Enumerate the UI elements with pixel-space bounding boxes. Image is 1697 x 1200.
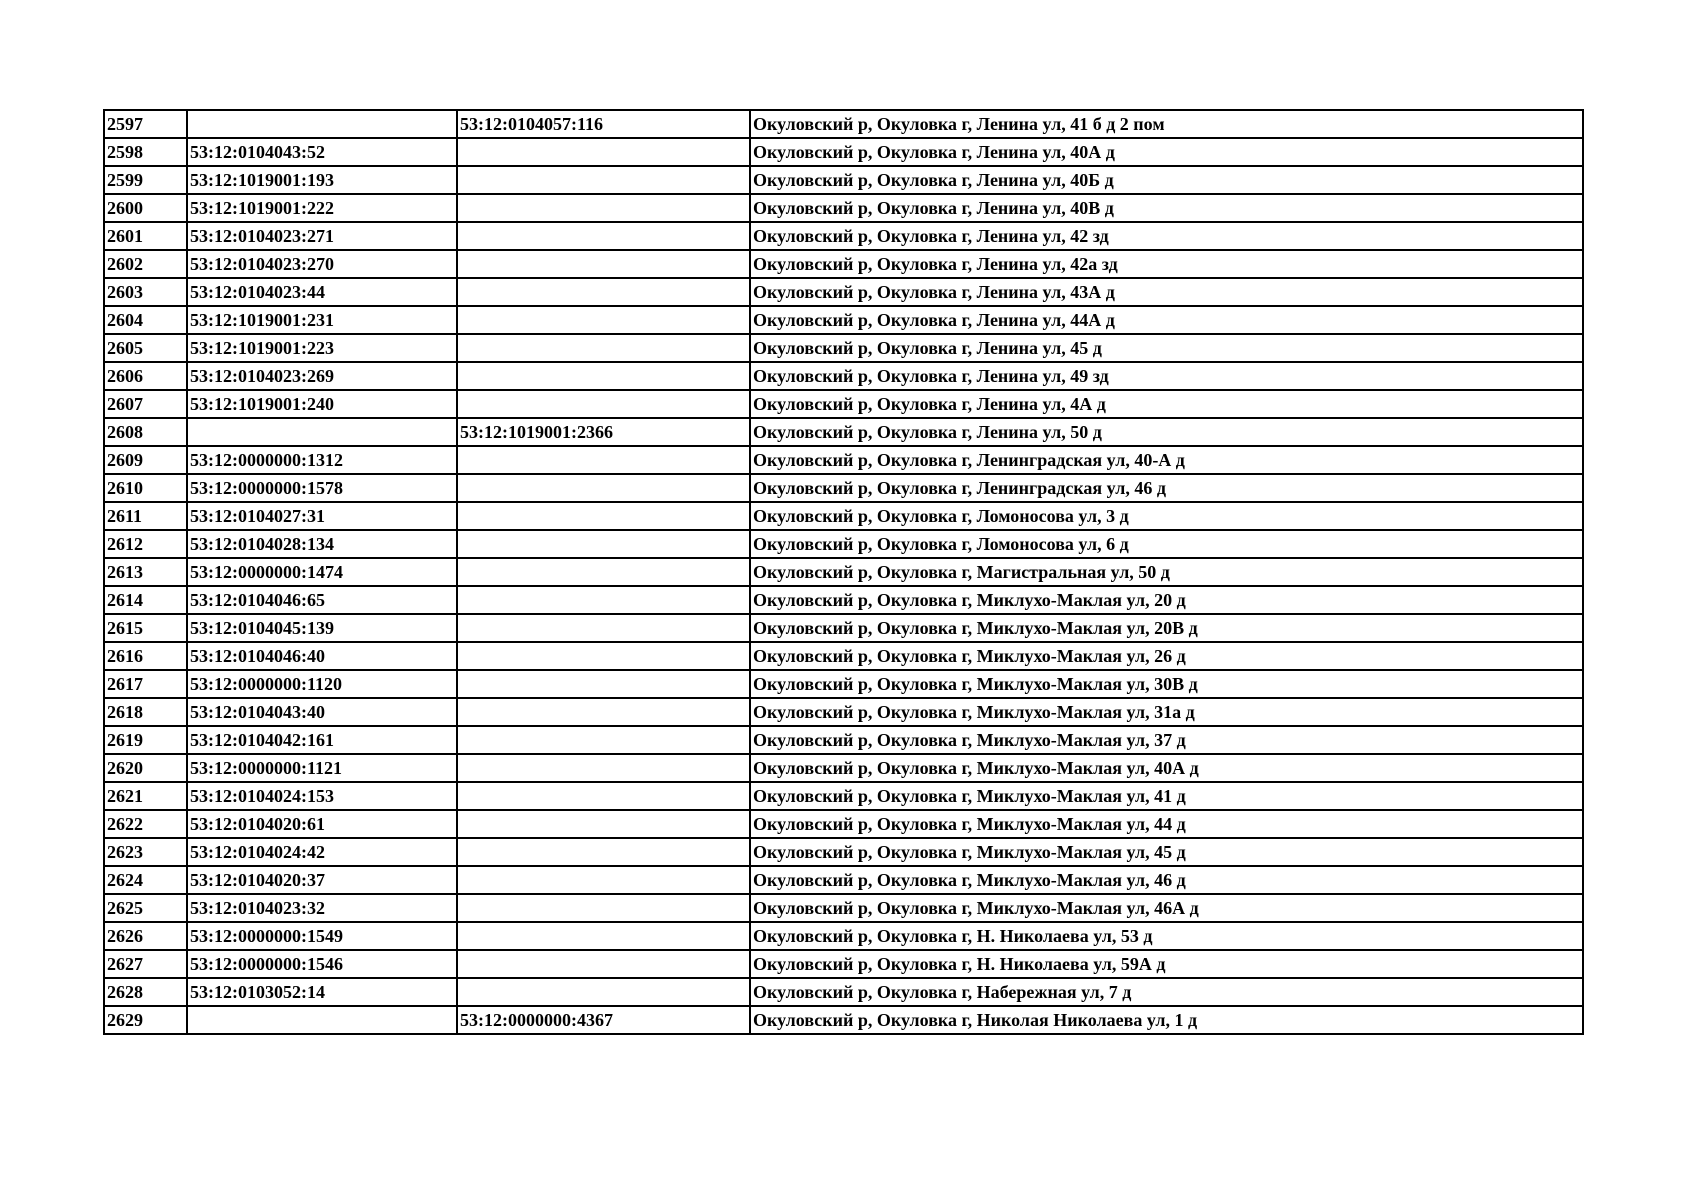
table-row	[104, 810, 1583, 838]
row-number-cell: 2607	[104, 390, 187, 418]
table-row	[104, 558, 1583, 586]
land-cadastral-number-cell: 53:12:0104027:31	[187, 502, 457, 530]
row-number-cell: 2628	[104, 978, 187, 1006]
table-row	[104, 418, 1583, 446]
row-number-cell: 2626	[104, 922, 187, 950]
land-cadastral-number-cell: 53:12:0000000:1120	[187, 670, 457, 698]
row-number-cell: 2619	[104, 726, 187, 754]
land-cadastral-number-cell: 53:12:0104028:134	[187, 530, 457, 558]
table-row	[104, 110, 1583, 138]
land-cadastral-number-cell: 53:12:0104024:42	[187, 838, 457, 866]
land-cadastral-number-cell: 53:12:0104020:37	[187, 866, 457, 894]
table-row	[104, 670, 1583, 698]
table-row	[104, 250, 1583, 278]
row-number-cell: 2609	[104, 446, 187, 474]
table-row	[104, 894, 1583, 922]
land-cadastral-number-cell	[187, 110, 457, 138]
building-cadastral-number-cell	[457, 474, 750, 502]
land-cadastral-number-cell: 53:12:1019001:240	[187, 390, 457, 418]
land-cadastral-number-cell: 53:12:0000000:1121	[187, 754, 457, 782]
row-number-cell: 2615	[104, 614, 187, 642]
address-cell: Окуловский р, Окуловка г, Миклухо-Маклая ул, 20В д	[750, 614, 1583, 642]
address-cell: Окуловский р, Окуловка г, Миклухо-Маклая ул, 31а д	[750, 698, 1583, 726]
address-cell: Окуловский р, Окуловка г, Николая Николаева ул, 1 д	[750, 1006, 1583, 1034]
table-body	[104, 110, 1583, 1034]
row-number-cell: 2598	[104, 138, 187, 166]
row-number-cell: 2629	[104, 1006, 187, 1034]
building-cadastral-number-cell	[457, 250, 750, 278]
address-cell: Окуловский р, Окуловка г, Ленина ул, 42а зд	[750, 250, 1583, 278]
address-cell: Окуловский р, Окуловка г, Миклухо-Маклая ул, 44 д	[750, 810, 1583, 838]
land-cadastral-number-cell: 53:12:0104043:40	[187, 698, 457, 726]
row-number-cell: 2621	[104, 782, 187, 810]
address-cell: Окуловский р, Окуловка г, Миклухо-Маклая ул, 26 д	[750, 642, 1583, 670]
building-cadastral-number-cell	[457, 922, 750, 950]
row-number-cell: 2618	[104, 698, 187, 726]
row-number-cell: 2616	[104, 642, 187, 670]
address-cell: Окуловский р, Окуловка г, Ленина ул, 40Б д	[750, 166, 1583, 194]
land-cadastral-number-cell	[187, 418, 457, 446]
building-cadastral-number-cell	[457, 754, 750, 782]
address-cell: Окуловский р, Окуловка г, Ленина ул, 41 б д 2 пом	[750, 110, 1583, 138]
address-cell: Окуловский р, Окуловка г, Ленина ул, 40А д	[750, 138, 1583, 166]
address-cell: Окуловский р, Окуловка г, Миклухо-Маклая ул, 41 д	[750, 782, 1583, 810]
building-cadastral-number-cell	[457, 642, 750, 670]
table-row	[104, 838, 1583, 866]
building-cadastral-number-cell	[457, 446, 750, 474]
building-cadastral-number-cell	[457, 558, 750, 586]
land-cadastral-number-cell: 53:12:1019001:222	[187, 194, 457, 222]
address-cell: Окуловский р, Окуловка г, Миклухо-Маклая ул, 30В д	[750, 670, 1583, 698]
address-cell: Окуловский р, Окуловка г, Н. Николаева ул, 53 д	[750, 922, 1583, 950]
land-cadastral-number-cell: 53:12:0000000:1549	[187, 922, 457, 950]
address-cell: Окуловский р, Окуловка г, Ленина ул, 4А д	[750, 390, 1583, 418]
address-cell: Окуловский р, Окуловка г, Ленинградская ул, 46 д	[750, 474, 1583, 502]
table-row	[104, 530, 1583, 558]
land-cadastral-number-cell	[187, 1006, 457, 1034]
land-cadastral-number-cell: 53:12:0104042:161	[187, 726, 457, 754]
document-page	[103, 109, 1584, 1035]
address-cell: Окуловский р, Окуловка г, Ленина ул, 42 зд	[750, 222, 1583, 250]
land-cadastral-number-cell: 53:12:0000000:1578	[187, 474, 457, 502]
table-row	[104, 614, 1583, 642]
row-number-cell: 2625	[104, 894, 187, 922]
land-cadastral-number-cell: 53:12:0104043:52	[187, 138, 457, 166]
address-cell: Окуловский р, Окуловка г, Ленина ул, 40В д	[750, 194, 1583, 222]
address-cell: Окуловский р, Окуловка г, Ленинградская ул, 40-А д	[750, 446, 1583, 474]
table-row	[104, 446, 1583, 474]
table-row	[104, 754, 1583, 782]
land-cadastral-number-cell: 53:12:0104023:32	[187, 894, 457, 922]
land-cadastral-number-cell: 53:12:0104023:44	[187, 278, 457, 306]
table-row	[104, 138, 1583, 166]
address-cell: Окуловский р, Окуловка г, Ленина ул, 45 д	[750, 334, 1583, 362]
address-cell: Окуловский р, Окуловка г, Миклухо-Маклая ул, 40А д	[750, 754, 1583, 782]
building-cadastral-number-cell	[457, 698, 750, 726]
table-row	[104, 698, 1583, 726]
building-cadastral-number-cell	[457, 362, 750, 390]
address-cell: Окуловский р, Окуловка г, Ленина ул, 43А д	[750, 278, 1583, 306]
building-cadastral-number-cell	[457, 782, 750, 810]
land-cadastral-number-cell: 53:12:0104046:65	[187, 586, 457, 614]
building-cadastral-number-cell: 53:12:1019001:2366	[457, 418, 750, 446]
address-cell: Окуловский р, Окуловка г, Миклухо-Маклая ул, 46 д	[750, 866, 1583, 894]
building-cadastral-number-cell	[457, 586, 750, 614]
address-cell: Окуловский р, Окуловка г, Миклухо-Маклая ул, 37 д	[750, 726, 1583, 754]
building-cadastral-number-cell	[457, 614, 750, 642]
table-row	[104, 1006, 1583, 1034]
address-cell: Окуловский р, Окуловка г, Н. Николаева ул, 59А д	[750, 950, 1583, 978]
building-cadastral-number-cell	[457, 306, 750, 334]
row-number-cell: 2597	[104, 110, 187, 138]
row-number-cell: 2617	[104, 670, 187, 698]
land-cadastral-number-cell: 53:12:1019001:223	[187, 334, 457, 362]
land-cadastral-number-cell: 53:12:0104020:61	[187, 810, 457, 838]
table-row	[104, 866, 1583, 894]
row-number-cell: 2608	[104, 418, 187, 446]
land-cadastral-number-cell: 53:12:0104046:40	[187, 642, 457, 670]
row-number-cell: 2602	[104, 250, 187, 278]
building-cadastral-number-cell	[457, 838, 750, 866]
address-cell: Окуловский р, Окуловка г, Ленина ул, 49 зд	[750, 362, 1583, 390]
address-cell: Окуловский р, Окуловка г, Ломоносова ул, 3 д	[750, 502, 1583, 530]
address-cell: Окуловский р, Окуловка г, Ломоносова ул, 6 д	[750, 530, 1583, 558]
land-cadastral-number-cell: 53:12:0000000:1312	[187, 446, 457, 474]
table-row	[104, 194, 1583, 222]
land-cadastral-number-cell: 53:12:0104023:271	[187, 222, 457, 250]
building-cadastral-number-cell	[457, 866, 750, 894]
row-number-cell: 2613	[104, 558, 187, 586]
building-cadastral-number-cell	[457, 810, 750, 838]
building-cadastral-number-cell	[457, 390, 750, 418]
table-row	[104, 362, 1583, 390]
table-row	[104, 950, 1583, 978]
table-row	[104, 726, 1583, 754]
building-cadastral-number-cell	[457, 194, 750, 222]
land-cadastral-number-cell: 53:12:0104024:153	[187, 782, 457, 810]
building-cadastral-number-cell	[457, 138, 750, 166]
row-number-cell: 2611	[104, 502, 187, 530]
building-cadastral-number-cell	[457, 278, 750, 306]
table-row	[104, 782, 1583, 810]
address-cell: Окуловский р, Окуловка г, Миклухо-Маклая ул, 45 д	[750, 838, 1583, 866]
land-cadastral-number-cell: 53:12:1019001:231	[187, 306, 457, 334]
row-number-cell: 2606	[104, 362, 187, 390]
land-cadastral-number-cell: 53:12:0000000:1546	[187, 950, 457, 978]
row-number-cell: 2604	[104, 306, 187, 334]
table-row	[104, 222, 1583, 250]
table-row	[104, 306, 1583, 334]
building-cadastral-number-cell: 53:12:0104057:116	[457, 110, 750, 138]
row-number-cell: 2600	[104, 194, 187, 222]
address-cell: Окуловский р, Окуловка г, Набережная ул, 7 д	[750, 978, 1583, 1006]
table-row	[104, 278, 1583, 306]
address-cell: Окуловский р, Окуловка г, Магистральная ул, 50 д	[750, 558, 1583, 586]
building-cadastral-number-cell	[457, 726, 750, 754]
building-cadastral-number-cell	[457, 334, 750, 362]
row-number-cell: 2603	[104, 278, 187, 306]
row-number-cell: 2623	[104, 838, 187, 866]
row-number-cell: 2601	[104, 222, 187, 250]
row-number-cell: 2624	[104, 866, 187, 894]
address-cell: Окуловский р, Окуловка г, Ленина ул, 50 д	[750, 418, 1583, 446]
property-table	[103, 109, 1584, 1035]
building-cadastral-number-cell	[457, 530, 750, 558]
land-cadastral-number-cell: 53:12:0000000:1474	[187, 558, 457, 586]
table-row	[104, 978, 1583, 1006]
land-cadastral-number-cell: 53:12:0103052:14	[187, 978, 457, 1006]
building-cadastral-number-cell	[457, 670, 750, 698]
building-cadastral-number-cell	[457, 978, 750, 1006]
row-number-cell: 2627	[104, 950, 187, 978]
row-number-cell: 2605	[104, 334, 187, 362]
land-cadastral-number-cell: 53:12:0104045:139	[187, 614, 457, 642]
row-number-cell: 2622	[104, 810, 187, 838]
building-cadastral-number-cell	[457, 222, 750, 250]
table-row	[104, 166, 1583, 194]
row-number-cell: 2599	[104, 166, 187, 194]
building-cadastral-number-cell: 53:12:0000000:4367	[457, 1006, 750, 1034]
table-row	[104, 474, 1583, 502]
row-number-cell: 2614	[104, 586, 187, 614]
table-row	[104, 586, 1583, 614]
land-cadastral-number-cell: 53:12:0104023:269	[187, 362, 457, 390]
building-cadastral-number-cell	[457, 950, 750, 978]
row-number-cell: 2612	[104, 530, 187, 558]
table-row	[104, 922, 1583, 950]
land-cadastral-number-cell: 53:12:1019001:193	[187, 166, 457, 194]
building-cadastral-number-cell	[457, 166, 750, 194]
row-number-cell: 2620	[104, 754, 187, 782]
address-cell: Окуловский р, Окуловка г, Миклухо-Маклая ул, 20 д	[750, 586, 1583, 614]
building-cadastral-number-cell	[457, 894, 750, 922]
table-row	[104, 334, 1583, 362]
table-row	[104, 642, 1583, 670]
land-cadastral-number-cell: 53:12:0104023:270	[187, 250, 457, 278]
address-cell: Окуловский р, Окуловка г, Миклухо-Маклая ул, 46А д	[750, 894, 1583, 922]
table-row	[104, 502, 1583, 530]
table-row	[104, 390, 1583, 418]
building-cadastral-number-cell	[457, 502, 750, 530]
row-number-cell: 2610	[104, 474, 187, 502]
address-cell: Окуловский р, Окуловка г, Ленина ул, 44А д	[750, 306, 1583, 334]
